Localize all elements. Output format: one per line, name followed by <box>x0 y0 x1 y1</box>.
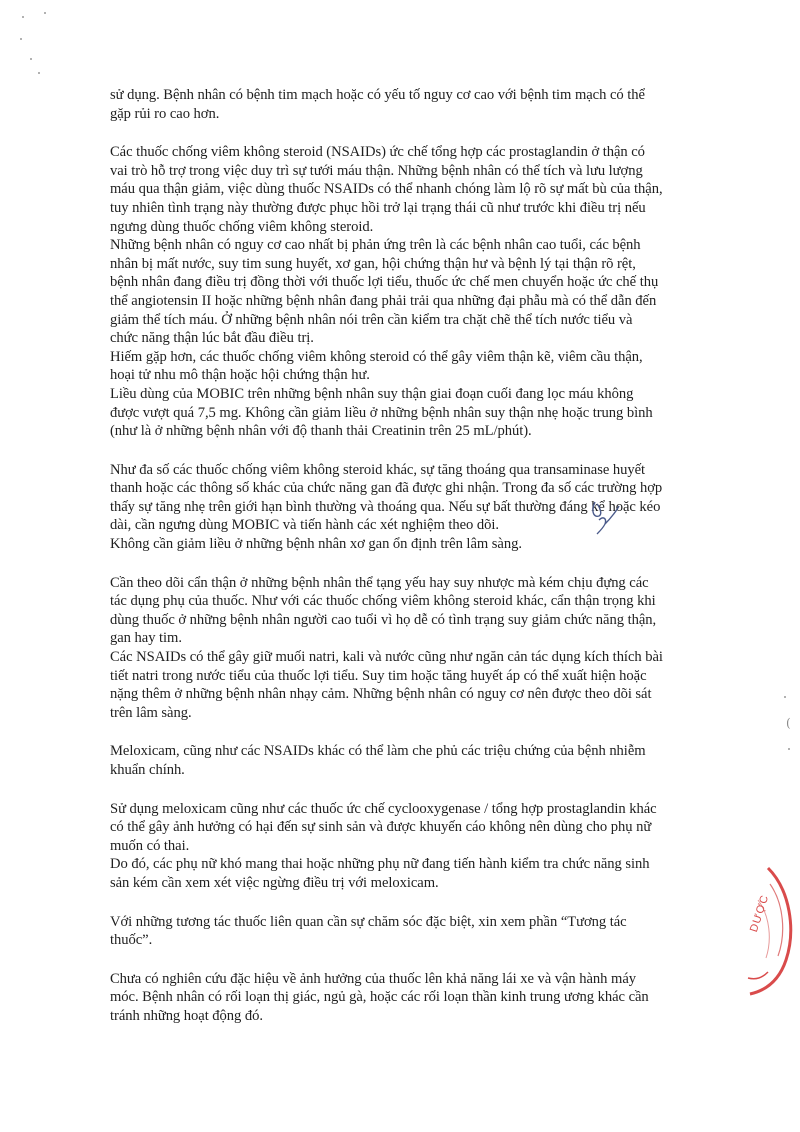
paragraph-interactions-reference: Với những tương tác thuốc liên quan cần sự chăm sóc đặc biệt, xin xem phần “Tương tác thuốc”. <box>110 913 627 949</box>
red-stamp-icon <box>728 860 800 1000</box>
paragraph-fertility: Sử dụng meloxicam cũng như các thuốc ức chế cyclooxygenase / tổng hợp prostaglandin khác có thể gây ảnh hưởng có hại đến sự sinh sản và được khuyến cáo không nên dùng cho phụ nữ muốn có thai. Do đó, các phụ nữ khó mang thai hoặc những phụ nữ đang tiến hành kiểm tra chức năng sinh sản kém cần xem xét việc ngừng điều trị với meloxicam. <box>110 800 657 891</box>
paragraph-elderly-caution: Cần theo dõi cẩn thận ở những bệnh nhân thể tạng yếu hay suy nhược mà kém chịu đựng các tác dụng phụ của thuốc. Như với các thuốc chống viêm không steroid khác, cẩn thận trọng khi dùng thuốc ở những bệnh nhân người cao tuổi vì họ dễ có tình trạng suy giảm chức năng thận, gan hay tim. Các NSAIDs có thể gây giữ muối natri, kali và nước cũng như ngăn cản tác dụng kích thích bài tiết natri trong nước tiểu của thuốc lợi tiểu. Suy tim hoặc tăng huyết áp có thể xuất hiện hoặc nặng thêm ở những bệnh nhân nhạy cảm. Những bệnh nhân có nguy cơ nên được theo dõi sát trên lâm sàng. <box>110 574 663 721</box>
paragraph-driving: Chưa có nghiên cứu đặc hiệu về ảnh hưởng của thuốc lên khả năng lái xe và vận hành máy móc. Bệnh nhân có rối loạn thị giác, ngủ gà, hoặc các rối loạn thần kinh trung ương khác cần tránh những hoạt động đó. <box>110 970 649 1024</box>
handwritten-initials-icon <box>585 496 625 536</box>
paragraph-infection-masking: Meloxicam, cũng như các NSAIDs khác có thể làm che phủ các triệu chứng của bệnh nhiễm khuẩn chính. <box>110 743 646 778</box>
paragraph-hepatic-effects: Như đa số các thuốc chống viêm không steroid khác, sự tăng thoáng qua transaminase huyết thanh hoặc các thông số khác của chức năng gan đã được ghi nhận. Trong đa số các trường hợp thấy sự tăng nhẹ trên giới hạn bình thường và thoáng qua. Nếu sự bất thường đáng kể hoặc kéo dài, cần ngưng dùng MOBIC và tiến hành các xét nghiệm theo dõi. Không cần giảm liều ở những bệnh nhân xơ gan ổn định trên lâm sàng. <box>110 461 663 553</box>
document-body <box>110 86 706 1026</box>
edge-mark: ( <box>786 716 791 730</box>
paragraph-cardiovascular-risk: sử dụng. Bệnh nhân có bệnh tim mạch hoặc có yếu tố nguy cơ cao với bệnh tim mạch có thể gặp rủi ro cao hơn. <box>110 87 645 122</box>
paragraph-renal-effects: Các thuốc chống viêm không steroid (NSAIDs) ức chế tổng hợp các prostaglandin ở thận có vai trò hỗ trợ trong việc duy trì sự tưới máu thận. Những bệnh nhân có thể tích và lưu lượng máu qua thận giảm, việc dùng thuốc NSAIDs có thể nhanh chóng làm lộ rõ sự mất bù của thận, tuy nhiên tình trạng này thường được phục hồi trở lại trạng thái cũ như trước khi điều trị nếu ngưng dùng thuốc chống viêm không steroid. Những bệnh nhân có nguy cơ cao nhất bị phản ứng trên là các bệnh nhân cao tuổi, các bệnh nhân bị mất nước, suy tim sung huyết, xơ gan, hội chứng thận hư và bệnh lý tại thận rõ rệt, bệnh nhân đang điều trị đồng thời với thuốc lợi tiểu, thuốc ức chế men chuyển hoặc ức chế thụ thể angiotensin II hoặc những bệnh nhân đang phải trải qua những đại phẫu mà có thể dẫn đến giảm thể tích máu. Ở những bệnh nhân nói trên cần kiểm tra chặt chẽ thể tích nước tiểu và chức năng thận lúc bắt đầu điều trị. Hiếm gặp hơn, các thuốc chống viêm không steroid có thể gây viêm thận kẽ, viêm cầu thận, hoại tử nhu mô thận hoặc hội chứng thận hư. Liều dùng của MOBIC trên những bệnh nhân suy thận giai đoạn cuối đang lọc máu không được vượt quá 7,5 mg. Không cần giảm liều ở những bệnh nhân suy thận nhẹ hoặc trung bình (như là ở những bệnh nhân với độ thanh thải Creatinin trên 25 mL/phút). <box>110 144 663 440</box>
stamp-text: DƯỢC <box>748 893 772 934</box>
